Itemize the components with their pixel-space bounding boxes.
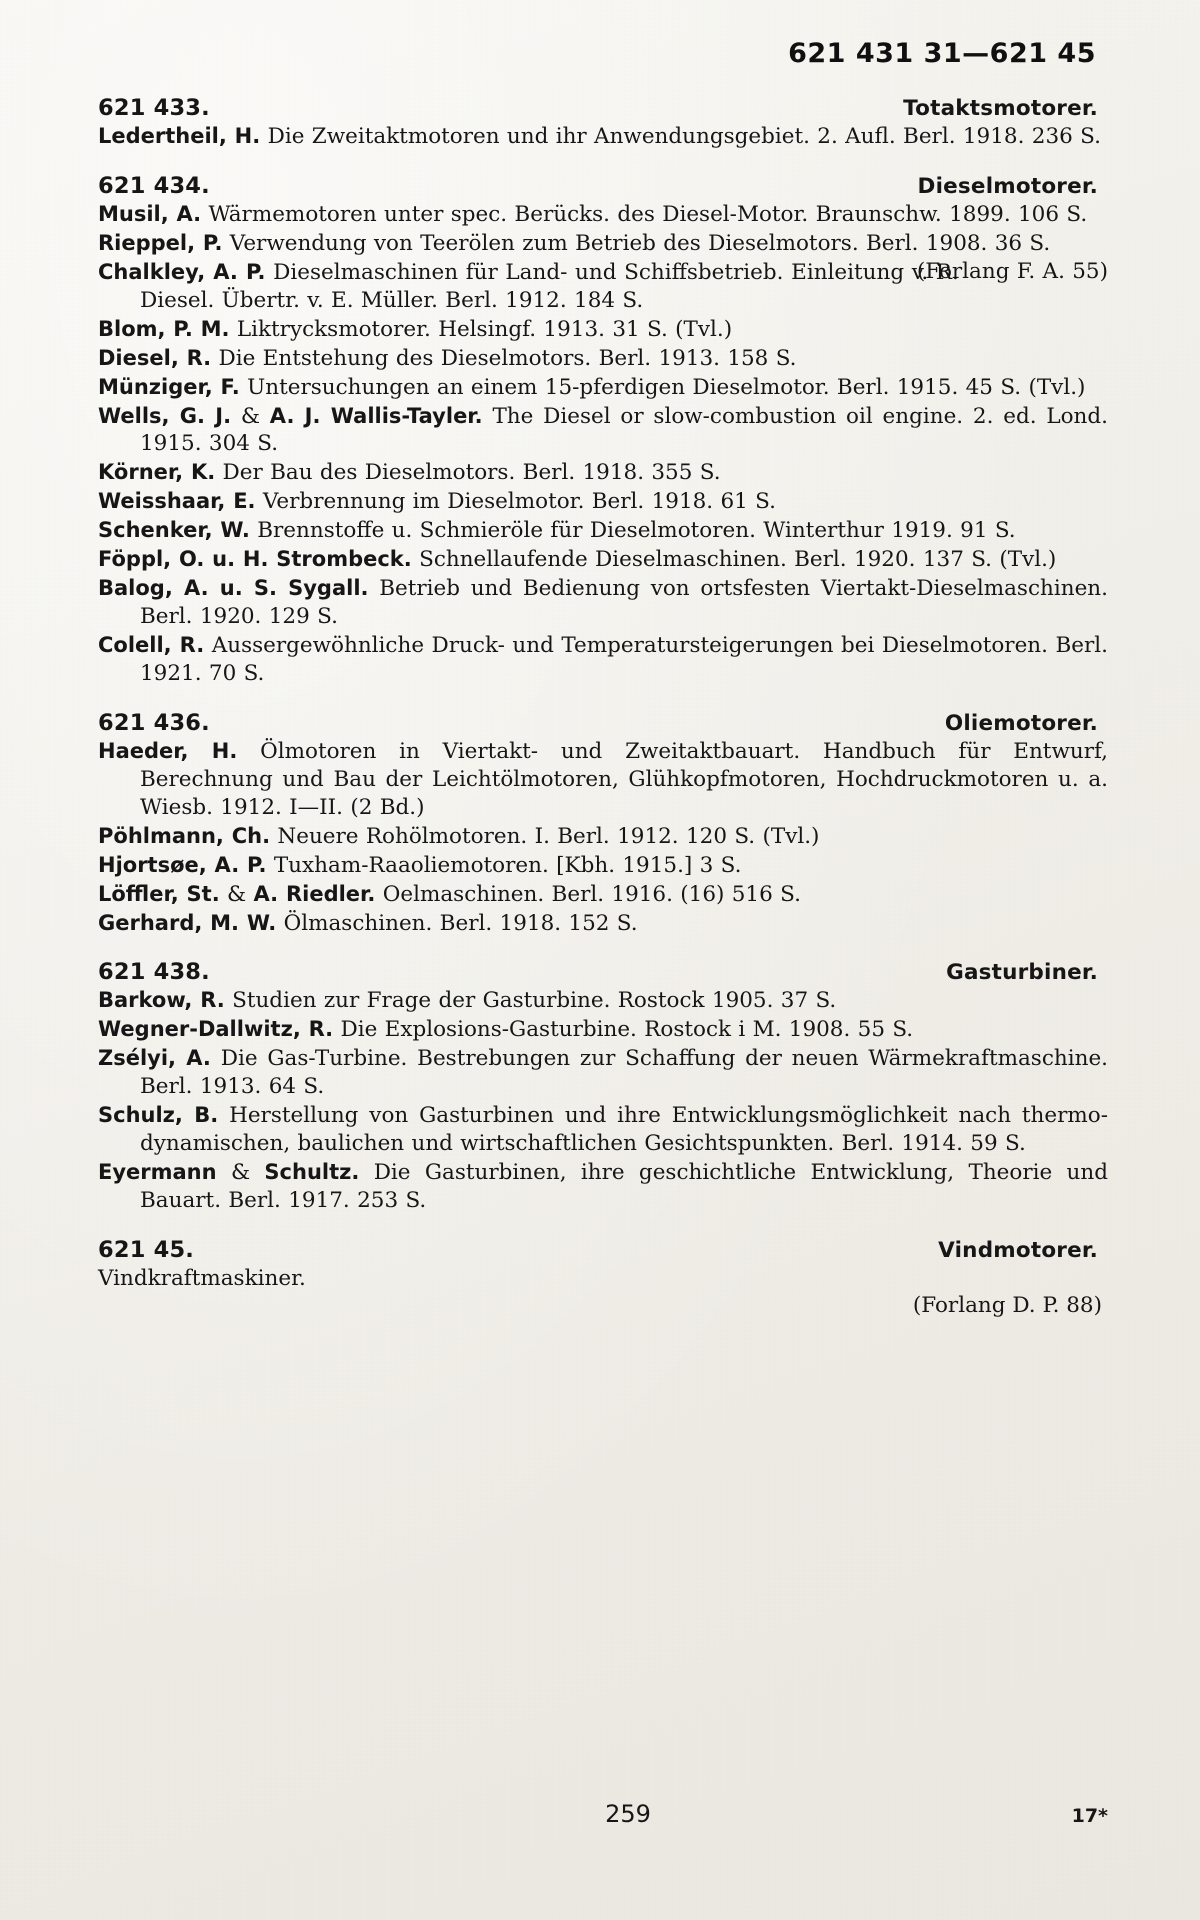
entry-text: Studien zur Frage der Gasturbine. Rostock 1905. 37 S. bbox=[232, 988, 837, 1014]
entry-author: Haeder, H. bbox=[98, 738, 238, 763]
entry-author: Körner, K. bbox=[98, 460, 216, 485]
section-heading bbox=[98, 959, 1108, 985]
list-item bbox=[98, 1159, 1108, 1215]
running-head: 621 431 31—621 45 bbox=[788, 38, 1096, 69]
entry-author: Münziger, F. bbox=[98, 374, 240, 399]
entry-author: Föppl, O. u. H. Strombeck. bbox=[98, 547, 412, 572]
entry-author: Diesel, R. bbox=[98, 345, 212, 370]
entry-author: Balog, A. u. S. Sygall. bbox=[98, 576, 369, 601]
section-heading bbox=[98, 710, 1108, 736]
entry-author: Pöhlmann, Ch. bbox=[98, 823, 271, 848]
section-plain-text: Vindkraftmaskiner. bbox=[98, 1265, 306, 1291]
section-subject: Dieselmotorer. bbox=[917, 173, 1098, 199]
entry-author: Musil, A. bbox=[98, 201, 202, 226]
page-number: 259 bbox=[605, 1800, 651, 1828]
section-number: 621 438. bbox=[98, 959, 210, 986]
entry-author: Schulz, B. bbox=[98, 1103, 219, 1128]
entry-text: Die Zweitaktmotoren und ihr Anwendungsgebiet. 2. Aufl. Berl. 1918. 236 S. bbox=[267, 124, 1101, 149]
list-item bbox=[98, 517, 1108, 545]
list-item bbox=[98, 632, 1108, 688]
list-item bbox=[98, 374, 1108, 402]
entry-text: Verbrennung im Dieselmotor. Berl. 1918. 61 S. bbox=[262, 489, 776, 515]
section-number: 621 45. bbox=[98, 1236, 195, 1263]
entry-author-secondary: Schultz. bbox=[264, 1160, 360, 1185]
entry-text: Der Bau des Dieselmotors. Berl. 1918. 355 S. bbox=[222, 460, 721, 486]
section-subject: Oliemotorer. bbox=[944, 710, 1098, 736]
list-item bbox=[98, 823, 1108, 851]
entry-author: Schenker, W. bbox=[98, 518, 250, 543]
entry-text: Dieselmaschinen für Land- und Schiffsbetrieb. Einleitung v. R. Diesel. Übertr. v. E. Müller. Berl. 1912. 184 S. bbox=[140, 259, 959, 313]
entry-ampersand: & bbox=[240, 403, 260, 429]
list-item bbox=[98, 1045, 1108, 1101]
entry-author-secondary: A. J. Wallis-Tayler. bbox=[269, 403, 483, 428]
signature-mark: 17* bbox=[1071, 1805, 1108, 1827]
entry-author: Chalkley, A. P. bbox=[98, 259, 266, 284]
entry-author: Zsélyi, A. bbox=[98, 1046, 211, 1071]
entry-text: Ölmaschinen. Berl. 1918. 152 S. bbox=[283, 910, 638, 936]
page-content bbox=[98, 38, 1108, 1318]
section-heading bbox=[98, 95, 1108, 121]
list-item bbox=[98, 910, 1108, 938]
entry-author: Hjortsøe, A. P. bbox=[98, 852, 267, 877]
entry-author: Blom, P. M. bbox=[98, 316, 230, 341]
entry-ampersand: & bbox=[230, 1160, 251, 1186]
entry-text: Die Explosions-Gasturbine. Rostock i M. 1908. 55 S. bbox=[340, 1017, 914, 1043]
entry-text: Wärmemotoren unter spec. Berücks. des Diesel-Motor. Braunschw. 1899. 106 S. bbox=[208, 201, 1088, 227]
entry-text: Schnellaufende Dieselmaschinen. Berl. 1920. 137 S. (Tvl.) bbox=[419, 547, 1057, 573]
entry-tail-note: (Forlang F. A. 55) bbox=[916, 258, 1108, 284]
list-item bbox=[98, 852, 1108, 880]
list-item bbox=[98, 345, 1108, 373]
entry-text: Betrieb und Bedienung von ortsfesten Viertakt-Dieselmaschinen. Berl. 1920. 129 S. bbox=[140, 576, 1108, 630]
entry-author: Wegner-Dallwitz, R. bbox=[98, 1017, 334, 1042]
section-subject: Vindmotorer. bbox=[938, 1237, 1098, 1263]
list-item bbox=[98, 123, 1108, 151]
list-item bbox=[98, 575, 1108, 631]
entry-author: Eyermann bbox=[98, 1160, 217, 1185]
entry-text: Verwendung von Teerölen zum Betrieb des Dieselmotors. Berl. 1908. 36 S. bbox=[229, 230, 1051, 256]
list-item bbox=[98, 546, 1108, 574]
section-heading bbox=[98, 1237, 1108, 1263]
entry-text: The Diesel or slow-combustion oil engine. 2. ed. Lond. 1915. 304 S. bbox=[140, 403, 1108, 457]
entry-text: Brennstoffe u. Schmieröle für Dieselmotoren. Winterthur 1919. 91 S. bbox=[257, 518, 1016, 544]
entry-text: Untersuchungen an einem 15-pferdigen Dieselmotor. Berl. 1915. 45 S. (Tvl.) bbox=[247, 374, 1086, 400]
entry-text: Herstellung von Gasturbinen und ihre Entwicklungsmöglichkeit nach thermo-dynamischen, baulichen und wirtschaftlichen Gesichtspunkten. Berl. 1914. 59 S. bbox=[140, 1103, 1108, 1157]
section-plain-line bbox=[98, 1265, 1108, 1293]
entry-text: Tuxham-Raaoliemotoren. [Kbh. 1915.] 3 S. bbox=[273, 852, 742, 878]
list-item bbox=[98, 881, 1108, 909]
list-item bbox=[98, 1102, 1108, 1158]
section-heading bbox=[98, 173, 1108, 199]
entry-text: Oelmaschinen. Berl. 1916. (16) 516 S. bbox=[382, 881, 801, 907]
list-item bbox=[98, 201, 1108, 229]
entry-author: Gerhard, M. W. bbox=[98, 910, 277, 935]
section-number: 621 436. bbox=[98, 709, 210, 736]
entry-author: Wells, G. J. bbox=[98, 403, 232, 428]
entry-author: Colell, R. bbox=[98, 633, 205, 657]
list-item bbox=[98, 403, 1108, 459]
list-item bbox=[98, 316, 1108, 344]
entry-author: Weisshaar, E. bbox=[98, 489, 256, 514]
entry-text: Die Gas-Turbine. Bestrebungen zur Schaffung der neuen Wärmekraftmaschine. Berl. 1913. 64 S. bbox=[140, 1046, 1109, 1100]
entry-text: Neuere Rohölmotoren. I. Berl. 1912. 120 S. (Tvl.) bbox=[277, 823, 820, 849]
entry-ampersand: & bbox=[227, 881, 247, 907]
list-item bbox=[98, 259, 1108, 315]
section-subject: Totaktsmotorer. bbox=[903, 96, 1098, 121]
list-item bbox=[98, 488, 1108, 516]
entry-text: Aussergewöhnliche Druck- und Temperatursteigerungen bei Dieselmotoren. Berl. 1921. 70 S. bbox=[140, 633, 1108, 686]
section-note: (Forlang D. P. 88) bbox=[912, 1292, 1102, 1318]
section-subject: Gasturbiner. bbox=[946, 960, 1098, 986]
entry-author-secondary: A. Riedler. bbox=[253, 881, 376, 906]
entry-text: Ölmotoren in Viertakt- und Zweitaktbauart. Handbuch für Entwurf, Berechnung und Bau der Leichtölmotoren, Glühkopfmotoren, Hochdruckmotoren u. a. Wiesb. 1912. I—II. (2 Bd.) bbox=[140, 738, 1108, 820]
section-number: 621 433. bbox=[98, 95, 210, 121]
entry-author: Löffler, St. bbox=[98, 881, 220, 906]
entry-author: Ledertheil, H. bbox=[98, 124, 261, 148]
entry-author: Barkow, R. bbox=[98, 988, 225, 1013]
list-item bbox=[98, 459, 1108, 487]
entry-text: Die Gasturbinen, ihre geschichtliche Entwicklung, Theorie und Bauart. Berl. 1917. 253 S. bbox=[140, 1160, 1108, 1213]
entry-author: Rieppel, P. bbox=[98, 230, 223, 255]
list-item bbox=[98, 987, 1108, 1015]
list-item bbox=[98, 738, 1108, 822]
list-item bbox=[98, 1016, 1108, 1044]
entry-text: Die Entstehung des Dieselmotors. Berl. 1913. 158 S. bbox=[218, 345, 797, 371]
entry-text: Liktrycksmotorer. Helsingf. 1913. 31 S. (Tvl.) bbox=[236, 316, 733, 342]
section-number: 621 434. bbox=[98, 172, 210, 199]
page-footer bbox=[98, 1800, 1108, 1828]
